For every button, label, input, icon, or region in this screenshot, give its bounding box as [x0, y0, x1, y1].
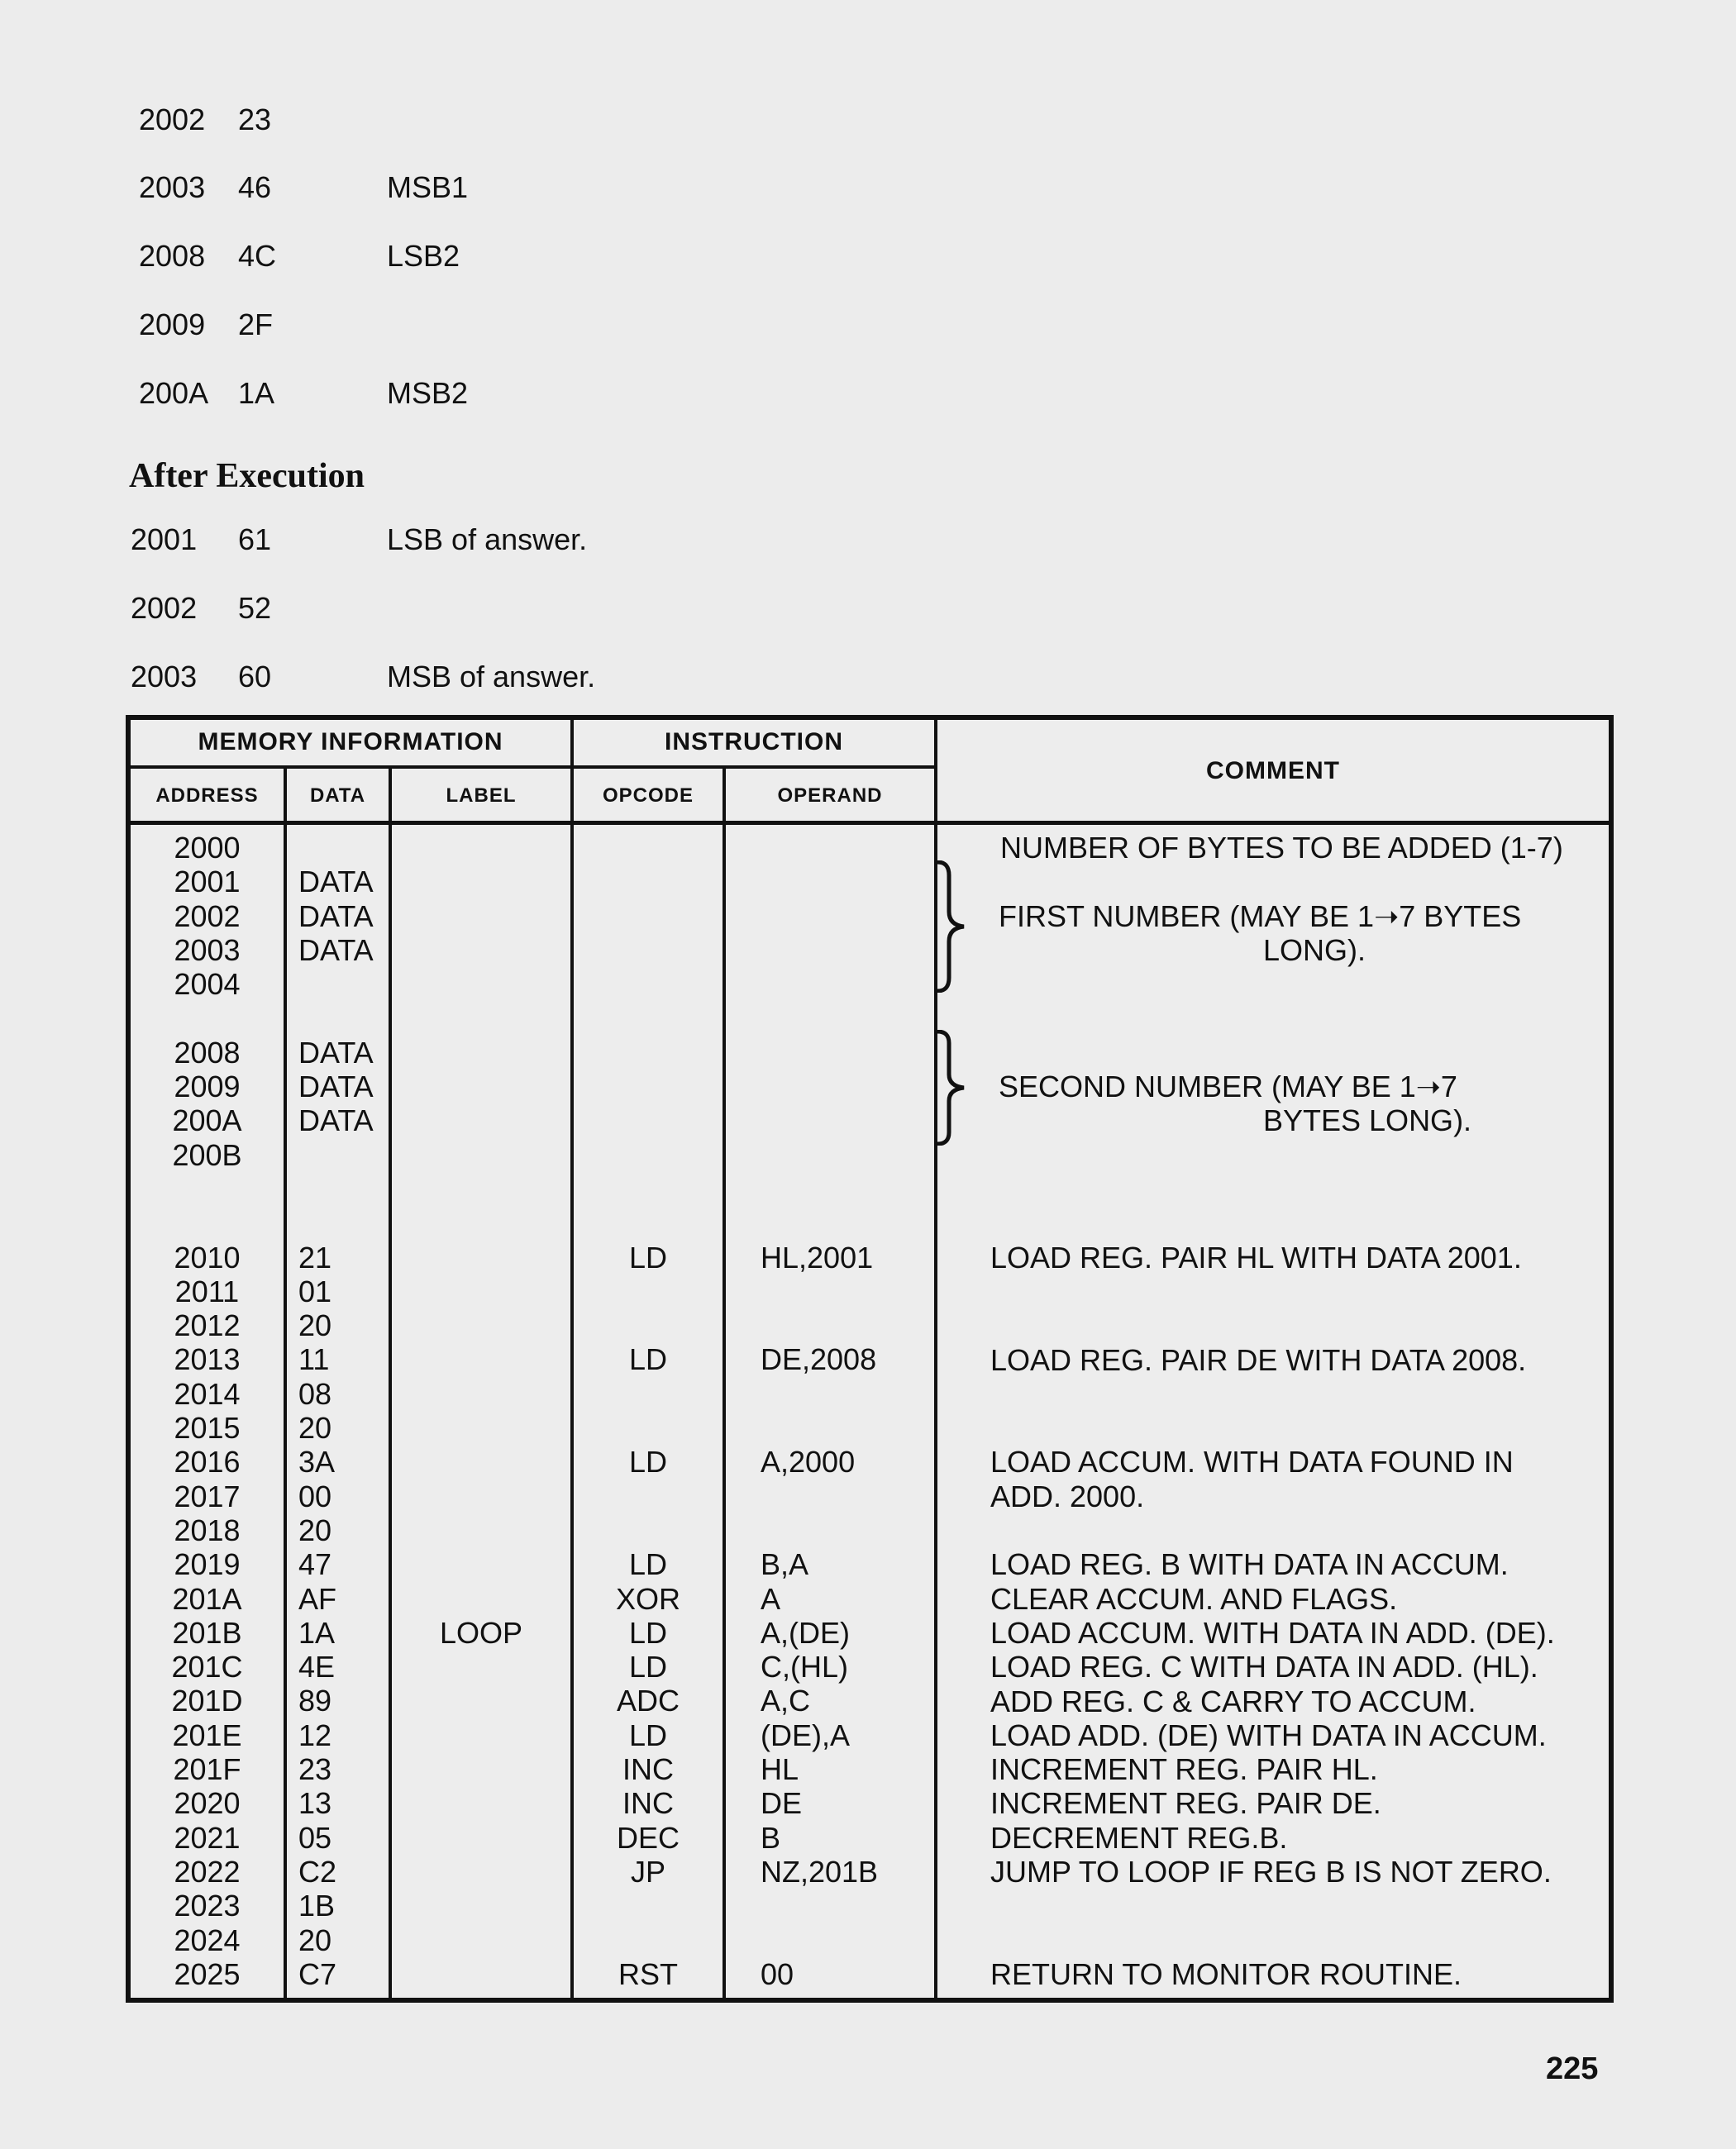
data-cell: 23 — [298, 1752, 332, 1787]
second-number-brace — [931, 1030, 972, 1146]
before-row — [139, 308, 387, 341]
after-row-value: 60 — [238, 660, 272, 693]
label-cell — [392, 831, 570, 865]
operand-cell: A,(DE) — [761, 1615, 850, 1650]
first-number-brace — [931, 860, 972, 993]
comment-text: LOAD ACCUM. WITH DATA FOUND IN — [990, 1445, 1514, 1480]
operand-cell — [761, 1001, 934, 1035]
address-cell — [131, 1001, 284, 1035]
address-cell: 2010 — [174, 1240, 241, 1275]
opcode-cell: LD — [628, 1342, 668, 1377]
operand-cell: B — [761, 1820, 781, 1855]
before-row-value: 1A — [238, 376, 275, 410]
opcode-cell — [574, 1001, 723, 1035]
opcode-cell — [574, 1103, 723, 1137]
opcode-cell — [574, 967, 723, 1001]
after-row-value: 61 — [238, 522, 272, 556]
label-cell — [392, 1923, 570, 1957]
address-cell: 2012 — [174, 1308, 241, 1343]
address-cell: 200A — [172, 1103, 242, 1138]
address-cell: 200B — [172, 1137, 242, 1172]
opcode-cell — [574, 1480, 723, 1513]
address-cell: 201F — [173, 1752, 241, 1787]
opcode-cell — [574, 1513, 723, 1547]
comment-text: NUMBER OF BYTES TO BE ADDED (1-7) — [1000, 831, 1563, 865]
opcode-cell: LD — [628, 1650, 668, 1684]
opcode-cell — [574, 1275, 723, 1308]
header-divider-top — [131, 765, 937, 769]
data-cell: 20 — [298, 1513, 332, 1547]
comment-text: SECOND NUMBER (MAY BE 1➝7 — [999, 1070, 1457, 1104]
data-cell: 1A — [298, 1615, 336, 1650]
label-cell — [392, 1275, 570, 1308]
operand-column — [761, 831, 934, 1991]
data-cell: 13 — [298, 1786, 332, 1821]
label-cell — [392, 1070, 570, 1103]
data-cell — [298, 967, 389, 1001]
data-cell: DATA — [298, 1103, 374, 1138]
label-cell — [392, 899, 570, 933]
after-row-value: 52 — [238, 591, 272, 625]
before-row-address: 2009 — [139, 307, 206, 341]
data-cell: DATA — [298, 932, 374, 967]
comment-text: FIRST NUMBER (MAY BE 1➝7 BYTES — [999, 898, 1522, 933]
comment-text: LOAD REG. C WITH DATA IN ADD. (HL). — [990, 1650, 1538, 1684]
operand-cell: (DE),A — [761, 1718, 850, 1752]
label-cell — [392, 1308, 570, 1342]
operand-cell — [761, 865, 934, 898]
address-cell: 2024 — [174, 1923, 241, 1957]
address-cell: 2001 — [174, 865, 241, 899]
address-cell: 2003 — [174, 932, 241, 967]
operand-cell — [761, 1103, 934, 1137]
before-row-note: MSB1 — [387, 170, 469, 204]
data-cell — [298, 831, 389, 865]
data-cell: DATA — [298, 865, 374, 899]
address-cell: 2016 — [174, 1445, 241, 1480]
operand-cell — [761, 967, 934, 1001]
label-cell — [392, 1445, 570, 1479]
label-cell — [392, 1582, 570, 1616]
data-cell: 20 — [298, 1308, 332, 1343]
comment-text: CLEAR ACCUM. AND FLAGS. — [990, 1581, 1398, 1616]
data-cell: 20 — [298, 1411, 332, 1446]
header-comment: COMMENT — [1206, 757, 1340, 784]
address-cell: 2023 — [174, 1889, 241, 1923]
after-row — [131, 523, 587, 556]
after-row-address: 2002 — [131, 591, 198, 625]
address-cell: 2009 — [174, 1070, 241, 1104]
comment-text: LOAD ADD. (DE) WITH DATA IN ACCUM. — [990, 1718, 1547, 1752]
operand-cell — [761, 1275, 934, 1308]
divider-address-data — [284, 765, 287, 1998]
opcode-cell — [574, 865, 723, 898]
address-cell — [131, 1206, 284, 1240]
before-row — [139, 377, 468, 410]
page-number: 225 — [1546, 2051, 1599, 2086]
before-row-value: 2F — [238, 307, 274, 341]
label-cell — [392, 1206, 570, 1240]
opcode-cell: RST — [618, 1956, 678, 1991]
operand-cell — [761, 1513, 934, 1547]
address-cell: 2004 — [174, 967, 241, 1002]
operand-cell — [761, 1036, 934, 1070]
opcode-cell — [574, 1070, 723, 1103]
label-cell — [392, 1103, 570, 1137]
label-cell — [392, 1241, 570, 1275]
header-address: ADDRESS — [155, 784, 259, 807]
data-cell: 21 — [298, 1240, 332, 1275]
comment-text: BYTES LONG). — [1263, 1103, 1472, 1138]
label-cell — [392, 865, 570, 898]
operand-cell: HL — [761, 1752, 799, 1787]
opcode-cell: LD — [628, 1615, 668, 1650]
address-cell: 201B — [172, 1615, 242, 1650]
opcode-cell: LD — [628, 1718, 668, 1752]
opcode-cell: ADC — [616, 1684, 680, 1718]
operand-cell: C,(HL) — [761, 1650, 848, 1684]
before-row-note: LSB2 — [387, 239, 460, 273]
data-cell: 20 — [298, 1923, 332, 1957]
header-memory-information: MEMORY INFORMATION — [198, 728, 503, 755]
opcode-cell: INC — [622, 1786, 674, 1821]
opcode-cell: INC — [622, 1752, 674, 1787]
header-opcode: OPCODE — [602, 784, 694, 807]
label-cell — [392, 1138, 570, 1172]
opcode-cell — [574, 1377, 723, 1411]
data-cell: 00 — [298, 1479, 332, 1513]
data-cell: DATA — [298, 1035, 374, 1070]
divider-opcode-operand — [723, 765, 726, 1998]
after-execution-heading: After Execution — [129, 457, 365, 495]
before-row-value: 46 — [238, 170, 272, 204]
data-cell: 3A — [298, 1445, 336, 1480]
operand-cell: 00 — [761, 1956, 794, 1991]
after-row-note: LSB of answer. — [387, 522, 588, 556]
after-row — [131, 592, 387, 625]
opcode-cell — [574, 1308, 723, 1342]
opcode-cell — [574, 1411, 723, 1445]
address-cell: 2011 — [174, 1274, 240, 1308]
data-cell — [298, 1138, 389, 1172]
before-row — [139, 171, 468, 204]
label-cell — [392, 1001, 570, 1035]
address-cell: 2019 — [174, 1547, 241, 1582]
address-cell: 2020 — [174, 1786, 241, 1821]
operand-cell — [761, 1070, 934, 1103]
opcode-cell — [574, 1206, 723, 1240]
label-cell — [392, 1480, 570, 1513]
operand-cell — [761, 831, 934, 865]
before-row-address: 2008 — [139, 239, 206, 273]
label-cell — [392, 1650, 570, 1684]
address-cell: 2022 — [174, 1854, 241, 1889]
address-cell: 2025 — [174, 1956, 241, 1991]
operand-cell — [761, 1138, 934, 1172]
operand-cell — [761, 1923, 934, 1957]
label-cell — [392, 1786, 570, 1820]
before-row-address: 200A — [139, 376, 209, 410]
comment-text: INCREMENT REG. PAIR HL. — [990, 1752, 1378, 1787]
address-cell: 2018 — [174, 1513, 241, 1547]
label-cell — [392, 1684, 570, 1718]
data-cell — [298, 1001, 389, 1035]
label-cell — [392, 1172, 570, 1206]
address-cell: 201E — [172, 1718, 242, 1752]
opcode-cell — [574, 1923, 723, 1957]
comment-text: ADD REG. C & CARRY TO ACCUM. — [990, 1684, 1476, 1718]
address-cell: 2000 — [174, 831, 241, 865]
before-row — [139, 103, 387, 136]
operand-cell — [761, 933, 934, 967]
data-cell: 1B — [298, 1889, 336, 1923]
data-cell: DATA — [298, 898, 374, 933]
data-column — [298, 831, 389, 1991]
data-cell: DATA — [298, 1070, 374, 1104]
comment-text: DECREMENT REG.B. — [990, 1820, 1288, 1855]
operand-cell — [761, 899, 934, 933]
address-cell: 201C — [171, 1650, 243, 1684]
label-cell — [392, 1411, 570, 1445]
header-divider-bottom — [131, 821, 1609, 825]
operand-cell — [761, 1377, 934, 1411]
before-row-address: 2003 — [139, 170, 206, 204]
opcode-column — [574, 831, 723, 1991]
address-cell: 2017 — [174, 1479, 241, 1513]
comment-text: LOAD REG. PAIR HL WITH DATA 2001. — [990, 1240, 1522, 1275]
address-cell: 2002 — [174, 898, 241, 933]
label-cell — [392, 1718, 570, 1752]
header-operand: OPERAND — [777, 784, 883, 807]
after-row-address: 2003 — [131, 660, 198, 693]
label-cell — [392, 1547, 570, 1581]
address-cell: 2021 — [174, 1820, 241, 1855]
label-cell — [392, 1957, 570, 1991]
data-cell: 08 — [298, 1376, 332, 1411]
after-row — [131, 660, 595, 693]
data-cell: AF — [298, 1581, 337, 1616]
operand-cell — [761, 1172, 934, 1206]
data-cell: 11 — [298, 1342, 330, 1377]
label-column — [392, 831, 570, 1991]
comment-text: LOAD REG. PAIR DE WITH DATA 2008. — [990, 1342, 1527, 1377]
label-cell — [392, 933, 570, 967]
opcode-cell — [574, 933, 723, 967]
before-row — [139, 240, 460, 273]
opcode-cell — [574, 1889, 723, 1923]
opcode-cell — [574, 1138, 723, 1172]
address-cell: 2013 — [174, 1342, 241, 1377]
before-row-value: 23 — [238, 102, 272, 136]
operand-cell: A — [761, 1581, 781, 1616]
program-listing-table — [126, 715, 1614, 2003]
opcode-cell: LD — [628, 1547, 668, 1582]
opcode-cell: LD — [628, 1445, 668, 1480]
operand-cell — [761, 1480, 934, 1513]
data-cell: 05 — [298, 1820, 332, 1855]
label-cell — [392, 1513, 570, 1547]
comment-text: LOAD REG. B WITH DATA IN ACCUM. — [990, 1547, 1509, 1582]
opcode-cell — [574, 1172, 723, 1206]
data-cell: 47 — [298, 1547, 332, 1582]
opcode-cell — [574, 1036, 723, 1070]
opcode-cell: LD — [628, 1240, 668, 1275]
comment-text: LONG). — [1263, 932, 1366, 967]
address-cell: 2008 — [174, 1035, 241, 1070]
label-cell — [392, 1036, 570, 1070]
address-cell: 201D — [171, 1684, 243, 1718]
data-cell: C7 — [298, 1956, 337, 1991]
comment-text: RETURN TO MONITOR ROUTINE. — [990, 1956, 1462, 1991]
operand-cell: A,2000 — [761, 1445, 856, 1480]
operand-cell: DE — [761, 1786, 803, 1821]
data-cell: C2 — [298, 1854, 337, 1889]
address-cell: 201A — [172, 1581, 242, 1616]
data-cell: 01 — [298, 1274, 332, 1308]
address-cell: 2014 — [174, 1376, 241, 1411]
header-data: DATA — [309, 784, 366, 807]
operand-cell: A,C — [761, 1684, 811, 1718]
operand-cell: DE,2008 — [761, 1342, 877, 1377]
before-row-address: 2002 — [139, 102, 206, 136]
opcode-cell — [574, 831, 723, 865]
operand-cell: HL,2001 — [761, 1240, 874, 1275]
operand-cell — [761, 1308, 934, 1342]
operand-cell — [761, 1889, 934, 1923]
comment-text: ADD. 2000. — [990, 1479, 1145, 1513]
label-cell — [392, 1855, 570, 1889]
label-cell — [392, 1342, 570, 1376]
opcode-cell: XOR — [615, 1581, 680, 1616]
opcode-cell: DEC — [616, 1820, 680, 1855]
before-row-value: 4C — [238, 239, 277, 273]
label-cell: LOOP — [439, 1615, 523, 1650]
operand-cell: B,A — [761, 1547, 809, 1582]
header-label: LABEL — [446, 784, 517, 807]
before-row-note: MSB2 — [387, 376, 469, 410]
address-column — [131, 831, 284, 1991]
data-cell — [298, 1172, 389, 1206]
opcode-cell — [574, 899, 723, 933]
data-cell — [298, 1206, 389, 1240]
operand-cell: NZ,201B — [761, 1854, 879, 1889]
after-row-note: MSB of answer. — [387, 660, 596, 693]
comment-text: INCREMENT REG. PAIR DE. — [990, 1786, 1381, 1821]
operand-cell — [761, 1206, 934, 1240]
label-cell — [392, 1752, 570, 1786]
comment-text: LOAD ACCUM. WITH DATA IN ADD. (DE). — [990, 1615, 1555, 1650]
data-cell: 4E — [298, 1650, 336, 1684]
data-cell: 89 — [298, 1684, 332, 1718]
operand-cell — [761, 1411, 934, 1445]
data-cell: 12 — [298, 1718, 332, 1752]
address-cell: 2015 — [174, 1411, 241, 1446]
label-cell — [392, 967, 570, 1001]
address-cell — [131, 1172, 284, 1206]
label-cell — [392, 1821, 570, 1855]
label-cell — [392, 1377, 570, 1411]
comment-text: JUMP TO LOOP IF REG B IS NOT ZERO. — [990, 1855, 1552, 1889]
opcode-cell: JP — [630, 1854, 665, 1889]
header-instruction: INSTRUCTION — [665, 728, 843, 755]
label-cell — [392, 1889, 570, 1923]
after-row-address: 2001 — [131, 522, 198, 556]
